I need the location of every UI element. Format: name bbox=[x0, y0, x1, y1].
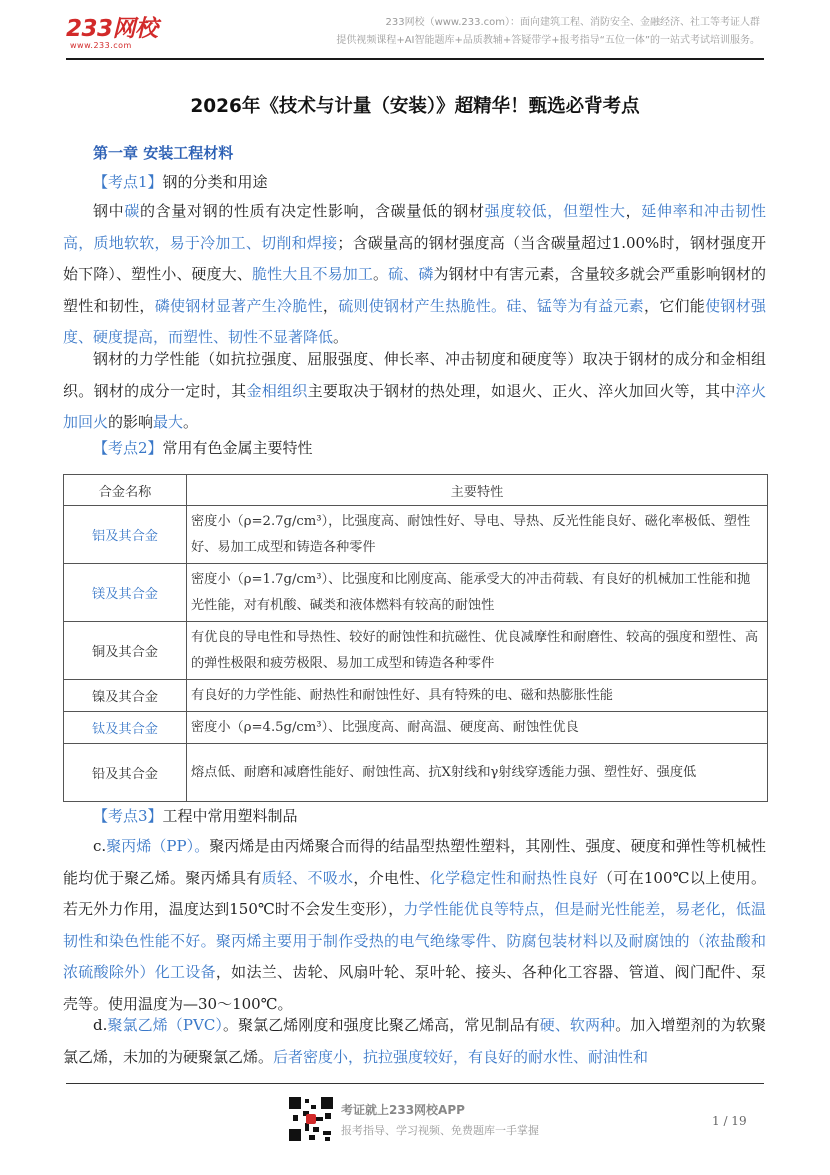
footer-app-promo: 考证就上233网校APP bbox=[341, 1103, 465, 1117]
key-point-1-heading bbox=[93, 172, 268, 192]
key-point-3-heading bbox=[93, 806, 298, 826]
table-row bbox=[64, 506, 768, 564]
paragraph-polypropylene: c.聚丙烯（PP）。聚丙烯是由丙烯聚合而得的结晶型热塑性塑料，其刚性、强度、硬度和弹性等机械性能均优于聚乙烯。聚丙烯具有质轻、不吸水，介电性、化学稳定性和耐热性良好（可在100℃以上使用。若无外力作用，温度达到150℃时不会发生变形），力学性能优良等特点，但是耐光性能差，易老化，低温韧性和染色性能不好。聚丙烯主要用于制作受热的电气绝缘零件、防腐包装材料以及耐腐蚀的（浓盐酸和浓硫酸除外）化工设备，如法兰、齿轮、风扇叶轮、泵叶轮、接头、各种化工容器、管道、阀门配件、泵壳等。使用温度为—30～100℃。 bbox=[63, 837, 766, 1013]
alloy-property-cell: 熔点低、耐磨和减磨性能好、耐蚀性高、抗X射线和γ射线穿透能力强、塑性好、强度低 bbox=[187, 744, 768, 802]
paragraph-steel-mechanics: 钢材的力学性能（如抗拉强度、屈服强度、伸长率、冲击韧度和硬度等）取决于钢材的成分和金相组织。钢材的成分一定时，其金相组织主要取决于钢材的热处理，如退火、正火、淬火加回火等，其中淬火加回火的影响最大。 bbox=[63, 350, 766, 431]
table-row bbox=[64, 564, 768, 622]
alloy-property-cell: 密度小（ρ=4.5g/cm³）、比强度高、耐高温、硬度高、耐蚀性优良 bbox=[187, 712, 768, 744]
paragraph-steel-carbon: 钢中碳的含量对钢的性质有决定性影响，含碳量低的钢材强度较低，但塑性大，延伸率和冲击韧性高，质地软软，易于冷加工、切削和焊接；含碳量高的钢材强度高（当含碳量超过1.00%时，钢材强度开始下降）、塑性小、硬度大、脆性大且不易加工。硫、磷为钢材中有害元素，含量较多就会严重影响钢材的塑性和韧性，磷使钢材显著产生冷脆性，硫则使钢材产生热脆性。硅、锰等为有益元素，它们能使钢材强度、硬度提高，而塑性、韧性不显著降低。 bbox=[63, 202, 766, 346]
key-point-2-heading bbox=[93, 438, 313, 458]
key-point-tag: 【考点3】 bbox=[93, 807, 163, 825]
document-title: 2026年《技术与计量（安装）》超精华！甄选必背考点 bbox=[190, 96, 640, 117]
table-header-row bbox=[64, 475, 768, 506]
page-header bbox=[0, 0, 830, 62]
header-description bbox=[290, 14, 760, 50]
header-divider bbox=[66, 58, 764, 60]
table-row bbox=[64, 712, 768, 744]
alloy-name-cell: 铝及其合金 bbox=[64, 506, 187, 564]
nonferrous-metals-table bbox=[63, 474, 768, 802]
key-point-title: 钢的分类和用途 bbox=[162, 173, 268, 191]
alloy-name-cell: 铅及其合金 bbox=[64, 744, 187, 802]
footer-divider bbox=[66, 1083, 764, 1084]
logo-url: www.233.com bbox=[70, 41, 132, 50]
key-point-title: 工程中常用塑料制品 bbox=[162, 807, 298, 825]
alloy-name-cell: 镍及其合金 bbox=[64, 680, 187, 712]
alloy-property-cell: 密度小（ρ=2.7g/cm³），比强度高、耐蚀性好、导电、导热、反光性能良好、磁化率极低、塑性好、易加工成型和铸造各种零件 bbox=[187, 506, 768, 564]
page-number: 1 / 19 bbox=[712, 1114, 747, 1128]
table-row bbox=[64, 744, 768, 802]
key-point-tag: 【考点2】 bbox=[93, 439, 163, 457]
footer-app-subtext: 报考指导、学习视频、免费题库一手掌握 bbox=[341, 1124, 539, 1137]
chapter-heading: 第一章 安装工程材料 bbox=[93, 144, 234, 162]
table-header-cell: 主要特性 bbox=[187, 475, 768, 506]
alloy-name-cell: 铜及其合金 bbox=[64, 622, 187, 680]
paragraph-pvc: d.聚氯乙烯（PVC）。聚氯乙烯刚度和强度比聚乙烯高，常见制品有硬、软两种。加入增塑剂的为软聚氯乙烯，未加的为硬聚氯乙烯。后者密度小，抗拉强度较好，有良好的耐水性、耐油性和 bbox=[63, 1016, 766, 1066]
table-row bbox=[64, 622, 768, 680]
alloy-property-cell: 有良好的力学性能、耐热性和耐蚀性好、具有特殊的电、磁和热膨胀性能 bbox=[187, 680, 768, 712]
header-line-2: 提供视频课程+AI智能题库+品质教辅+答疑带学+报考指导“五位一体”的一站式考试培训服务。 bbox=[336, 35, 760, 46]
alloy-name-cell: 钛及其合金 bbox=[64, 712, 187, 744]
table-header-cell: 合金名称 bbox=[64, 475, 187, 506]
alloy-property-cell: 密度小（ρ=1.7g/cm³）、比强度和比刚度高、能承受大的冲击荷载、有良好的机械加工性能和抛光性能，对有机酸、碱类和液体燃料有较高的耐蚀性 bbox=[187, 564, 768, 622]
alloy-property-cell: 有优良的导电性和导热性、较好的耐蚀性和抗磁性、优良减摩性和耐磨性、较高的强度和塑性、高的弹性极限和疲劳极限、易加工成型和铸造各种零件 bbox=[187, 622, 768, 680]
table-row bbox=[64, 680, 768, 712]
qr-code-icon[interactable] bbox=[289, 1097, 333, 1141]
key-point-tag: 【考点1】 bbox=[93, 173, 163, 191]
brand-logo[interactable] bbox=[66, 10, 158, 50]
logo-text: 233网校 bbox=[66, 16, 158, 42]
alloy-name-cell: 镁及其合金 bbox=[64, 564, 187, 622]
header-line-1: 233网校（www.233.com）：面向建筑工程、消防安全、金融经济、社工等考证人群 bbox=[385, 17, 760, 28]
key-point-title: 常用有色金属主要特性 bbox=[162, 439, 313, 457]
